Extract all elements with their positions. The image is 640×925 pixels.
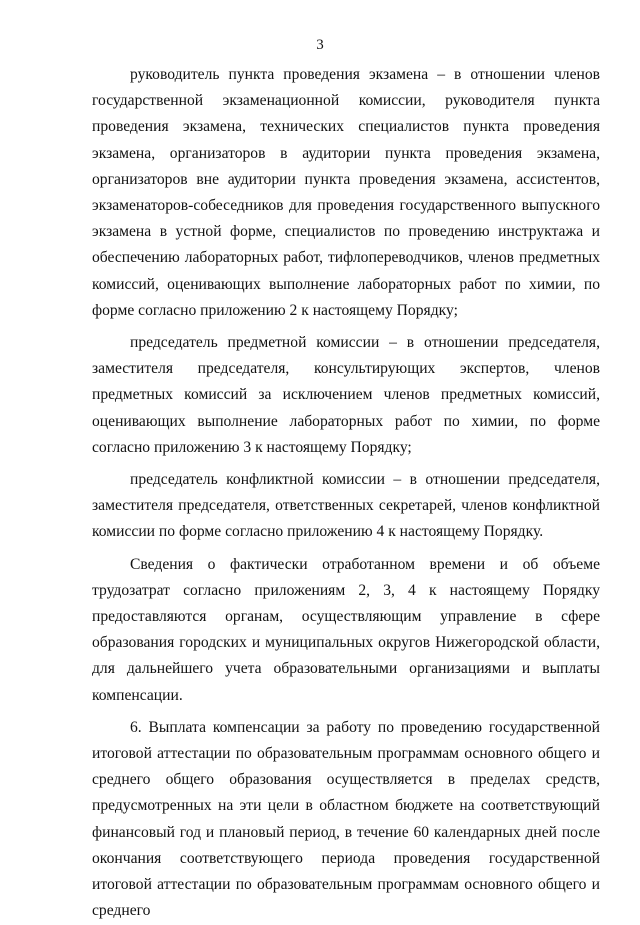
paragraph-worktime-info: Сведения о фактически отработанном времени и об объеме трудозатрат согласно приложениям 2, 3, 4 к настоящему Порядку предоставляются органам, осуществляющим управление в сфере образования городских и муниципальных округов Нижегородской области, для дальнейшего учета образовательными организациями и выплаты компенсации. <box>92 555 600 704</box>
document-body <box>92 62 600 925</box>
paragraph-conflict-commission-chair: председатель конфликтной комиссии – в отношении председателя, заместителя председателя, ответственных секретарей, членов конфликтной комиссии по форме согласно приложению 4 к настоящему Порядку. <box>92 471 600 541</box>
paragraph-exam-point-head: руководитель пункта проведения экзамена – в отношении членов государственной экзаменационной комиссии, руководителя пункта проведения экзамена, технических специалистов пункта проведения экзамена, организаторов в аудитории пункта проведения экзамена, организаторов вне аудитории пункта проведения экзамена, ассистентов, экзаменаторов-собеседников для проведения государственного выпускного экзамена в устной форме, специалистов по проведению инструктажа и обеспечению лабораторных работ, тифлопереводчиков, членов предметных комиссий, оценивающих выполнение лабораторных работ по химии, по форме согласно приложению 2 к настоящему Порядку; <box>92 66 600 319</box>
paragraph-subject-commission-chair: председатель предметной комиссии – в отношении председателя, заместителя председателя, консультирующих экспертов, членов предметных комиссий за исключением членов предметных комиссий, оценивающих выполнение лабораторных работ по химии, по форме согласно приложению 3 к настоящему Порядку; <box>92 334 600 456</box>
paragraph-compensation-payment: 6. Выплата компенсации за работу по проведению государственной итоговой аттестации по образовательным программам основного общего и среднего общего образования осуществляется в пределах средств, предусмотренных на эти цели в областном бюджете на соответствующий финансовый год и плановый период, в течение 60 календарных дней после окончания соответствующего периода проведения государственной итоговой аттестации по образовательным программам основного общего и среднего <box>92 718 600 920</box>
page-number: 3 <box>316 37 324 53</box>
